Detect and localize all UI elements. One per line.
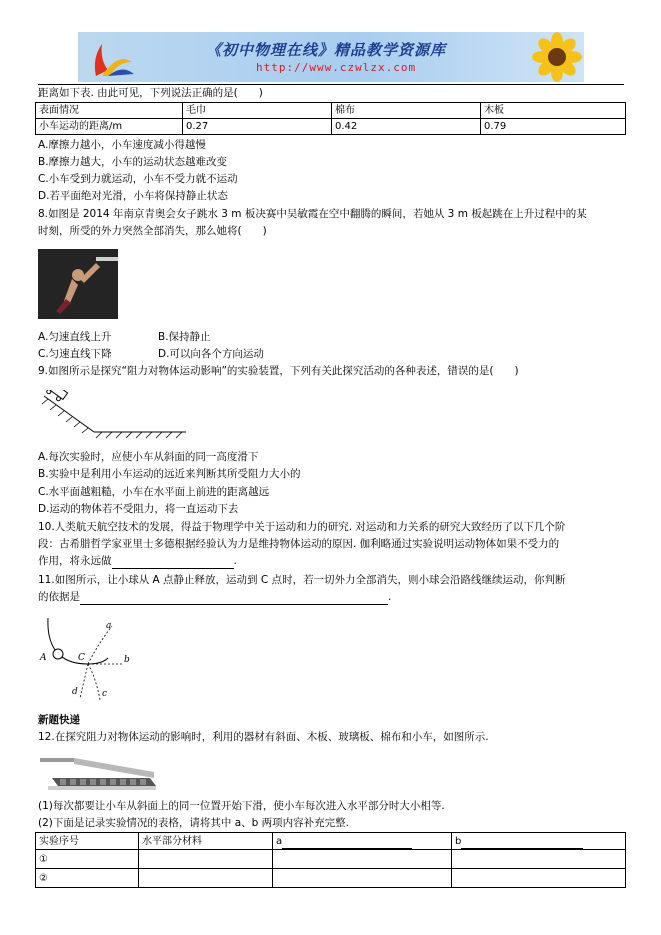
incline-apparatus-photo — [38, 748, 158, 794]
q12-part1: (1)每次都要让小车从斜面上的同一位置开始下滑，使小车每次进入水平部分时大小相等. — [38, 800, 445, 812]
q10-line2: 段：古希腊哲学家亚里士多德根据经验认为力是维持物体运动的原因. 伽利略通过实验说明运动物体如果不受力的 — [38, 538, 560, 550]
table-cell: 0.42 — [332, 119, 481, 135]
table-header-a — [273, 833, 452, 850]
q7-option-d: D.若平面绝对光滑，小车将保持静止状态 — [38, 190, 228, 202]
q7-option-a: A.摩擦力越小，小车速度减小得越慢 — [38, 139, 206, 151]
header-rule — [38, 84, 624, 85]
q10-line3: 作用，将永远做 . — [38, 555, 237, 567]
path-label-b: b — [124, 655, 130, 665]
q8-option-b: B.保持静止 — [158, 331, 211, 343]
table-header: 木板 — [481, 103, 626, 119]
banner-url: http://www.czwlzx.com — [256, 61, 417, 74]
q10-answer-blank[interactable] — [112, 556, 234, 569]
table-cell[interactable] — [452, 869, 626, 888]
q9-option-a: A.每次实验时，应使小车从斜面的同一高度滑下 — [38, 451, 259, 463]
header-b-label: b — [455, 835, 462, 847]
q8-option-a: A.匀速直线上升 — [38, 331, 112, 343]
table-row — [36, 850, 626, 869]
q8-option-d: D.可以向各个方向运动 — [158, 348, 264, 360]
table-header-b — [452, 833, 626, 850]
q11-line2: 的依据是 . — [38, 591, 392, 603]
q10-line3-text: 作用，将永远做 — [38, 555, 112, 567]
table-cell: 0.27 — [183, 119, 332, 135]
table-header: 棉布 — [332, 103, 481, 119]
point-label-a: A — [40, 653, 47, 663]
q7-intro: 距离如下表. 由此可见，下列说法正确的是( ) — [38, 87, 263, 99]
table-cell: ② — [36, 869, 139, 888]
q9-stem: 9.如图所示是探究“阻力对物体运动影响”的实验装置，下列有关此探究活动的各种表述，错误的是( ) — [38, 365, 519, 377]
section-title: 新题快递 — [38, 714, 80, 726]
q10-line1: 10.人类航天航空技术的发展，得益于物理学中关于运动和力的研究. 对运动和力关系的研究大致经历了以下几个阶 — [38, 521, 566, 533]
path-label-c: c — [102, 689, 108, 699]
incline-diagram — [38, 390, 188, 444]
q8-stem-line2: 时刻，所受的外力突然全部消失，那么她将( ) — [38, 225, 267, 237]
table-cell[interactable] — [273, 850, 452, 869]
header-a-label: a — [276, 835, 283, 847]
sunflower-icon — [530, 32, 584, 82]
q8-stem-line1: 8.如图是 2014 年南京青奥会女子跳水 3 m 板决赛中吴敏霞在空中翻腾的瞬间，若她从 3 m 板起跳在上升过程中的某 — [38, 208, 587, 220]
table-header: 实验序号 — [36, 833, 139, 850]
header-a-blank[interactable] — [282, 838, 412, 849]
point-label-c: C — [78, 653, 85, 663]
path-label-d: d — [72, 687, 78, 697]
q9-option-d: D.运动的物体若不受阻力，将一直运动下去 — [38, 503, 239, 515]
q12-part2: (2)下面是记录实验情况的表格，请将其中 a、b 两项内容补充完整. — [38, 817, 349, 829]
q8-option-c: C.匀速直线下降 — [38, 348, 112, 360]
q12-stem: 12.在探究阻力对物体运动的影响时，利用的器材有斜面、木板、玻璃板、棉布和小车，如图所示. — [38, 731, 489, 743]
q7-option-c: C.小车受到力就运动，小车不受力就不运动 — [38, 173, 238, 185]
friction-table — [35, 102, 626, 135]
q9-option-c: C.水平面越粗糙，小车在水平面上前进的距离越远 — [38, 486, 270, 498]
table-row — [36, 869, 626, 888]
record-table — [35, 832, 626, 888]
logo-icon — [88, 36, 138, 78]
table-cell: 小车运动的距离/m — [36, 119, 183, 135]
table-cell[interactable] — [273, 869, 452, 888]
table-cell: ① — [36, 850, 139, 869]
table-cell: 0.79 — [481, 119, 626, 135]
q11-answer-blank[interactable] — [80, 592, 388, 605]
banner-title: 《初中物理在线》精品教学资源库 — [206, 41, 447, 59]
q11-line2-text: 的依据是 — [38, 591, 80, 603]
header-b-blank[interactable] — [461, 838, 583, 849]
q9-option-b: B.实验中是利用小车运动的远近来判断其所受阻力大小的 — [38, 468, 301, 480]
table-header: 水平部分材料 — [139, 833, 273, 850]
diver-photo — [38, 249, 118, 319]
pendulum-path-diagram — [38, 614, 148, 704]
table-cell[interactable] — [139, 869, 273, 888]
q11-line1: 11.如图所示，让小球从 A 点静止释放，运动到 C 点时，若一切外力全部消失，则小球会沿路线继续运动，你判断 — [38, 574, 566, 586]
header-banner — [78, 32, 584, 82]
table-header: 表面情况 — [36, 103, 183, 119]
table-cell[interactable] — [452, 850, 626, 869]
path-label-a: a — [106, 621, 112, 631]
table-header: 毛巾 — [183, 103, 332, 119]
q7-option-b: B.摩擦力越大，小车的运动状态越难改变 — [38, 156, 228, 168]
table-cell[interactable] — [139, 850, 273, 869]
